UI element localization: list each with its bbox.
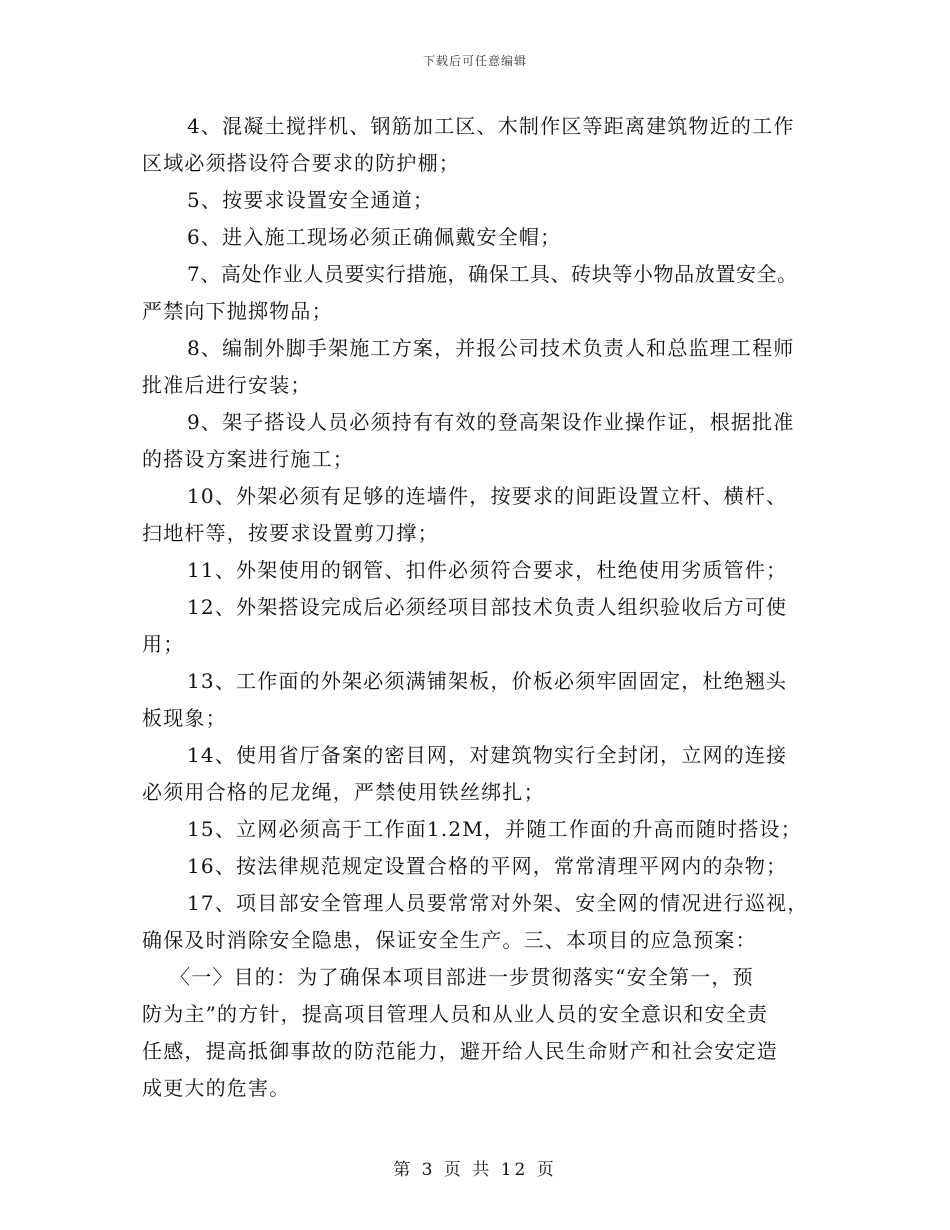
paragraph-first-line: 4、混凝土搅拌机、钢筋加工区、木制作区等距离建筑物近的工作 xyxy=(187,114,795,138)
paragraph-purpose xyxy=(142,959,822,1107)
paragraph-continuation: 防为主”的方针，提高项目管理人员和从业人员的安全意识和安全责 xyxy=(142,1002,769,1026)
paragraph-continuation: 用； xyxy=(142,632,185,656)
document-body xyxy=(142,108,822,1107)
paragraph-first-line: 11、外架使用的钢管、扣件必须符合要求，杜绝使用劣质管件； xyxy=(187,558,788,582)
paragraph-12 xyxy=(142,589,822,663)
paragraph-16 xyxy=(142,848,822,885)
paragraph-first-line: 7、高处作业人员要实行措施，确保工具、砖块等小物品放置安全。 xyxy=(187,262,798,286)
paragraph-first-line: 10、外架必须有足够的连墙件，按要求的间距设置立杆、横杆、 xyxy=(187,484,788,508)
paragraph-continuation: 批准后进行安装； xyxy=(142,373,312,397)
paragraph-first-line: 17、项目部安全管理人员要常常对外架、安全网的情况进行巡视， xyxy=(187,891,809,915)
paragraph-first-line: 13、工作面的外架必须满铺架板，价板必须牢固固定，杜绝翘头 xyxy=(187,669,788,693)
page-header: 下载后可任意编辑 xyxy=(422,54,527,68)
paragraph-continuation: 成更大的危害。 xyxy=(142,1076,291,1100)
paragraph-continuation: 确保及时消除安全隐患，保证安全生产。三、本项目的应急预案： xyxy=(142,928,757,952)
paragraph-first-line: 15、立网必须高于工作面1.2M，并随工作面的升高而随时搭设； xyxy=(187,817,802,841)
paragraph-first-line: 5、按要求设置安全通道； xyxy=(187,188,435,212)
paragraph-15 xyxy=(142,811,822,848)
paragraph-13 xyxy=(142,663,822,737)
paragraph-8 xyxy=(142,330,822,404)
paragraph-first-line: 6、进入施工现场必须正确佩戴安全帽； xyxy=(187,225,562,249)
paragraph-first-line: 12、外架搭设完成后必须经项目部技术负责人组织验收后方可使 xyxy=(187,595,788,619)
paragraph-9 xyxy=(142,404,822,478)
paragraph-14 xyxy=(142,737,822,811)
paragraph-17 xyxy=(142,885,822,959)
paragraph-continuation: 必须用合格的尼龙绳，严禁使用铁丝绑扎； xyxy=(142,780,545,804)
paragraph-first-line: 14、使用省厅备案的密目网，对建筑物实行全封闭，立网的连接 xyxy=(187,743,788,767)
paragraph-continuation: 区域必须搭设符合要求的防护棚； xyxy=(142,151,460,175)
paragraph-first-line: 16、按法律规范规定设置合格的平网，常常清理平网内的杂物； xyxy=(187,854,788,878)
paragraph-continuation: 任感，提高抵御事故的防范能力，避开给人民生命财产和社会安定造 xyxy=(142,1039,778,1063)
paragraph-first-line: 〈一〉目的：为了确保本项目部进一步贯彻落实“安全第一，预 xyxy=(170,965,754,989)
paragraph-7 xyxy=(142,256,822,330)
paragraph-6 xyxy=(142,219,822,256)
paragraph-11 xyxy=(142,552,822,589)
paragraph-5 xyxy=(142,182,822,219)
paragraph-continuation: 的搭设方案进行施工； xyxy=(142,447,354,471)
paragraph-10 xyxy=(142,478,822,552)
paragraph-first-line: 8、编制外脚手架施工方案，并报公司技术负责人和总监理工程师 xyxy=(187,336,795,360)
page-number-footer: 第 3 页 共 12 页 xyxy=(393,1160,557,1180)
paragraph-first-line: 9、架子搭设人员必须持有有效的登高架设作业操作证，根据批准 xyxy=(187,410,795,434)
paragraph-continuation: 扫地杆等，按要求设置剪刀撑； xyxy=(142,521,439,545)
paragraph-4 xyxy=(142,108,822,182)
paragraph-continuation: 板现象； xyxy=(142,706,227,730)
paragraph-continuation: 严禁向下抛掷物品； xyxy=(142,299,333,323)
